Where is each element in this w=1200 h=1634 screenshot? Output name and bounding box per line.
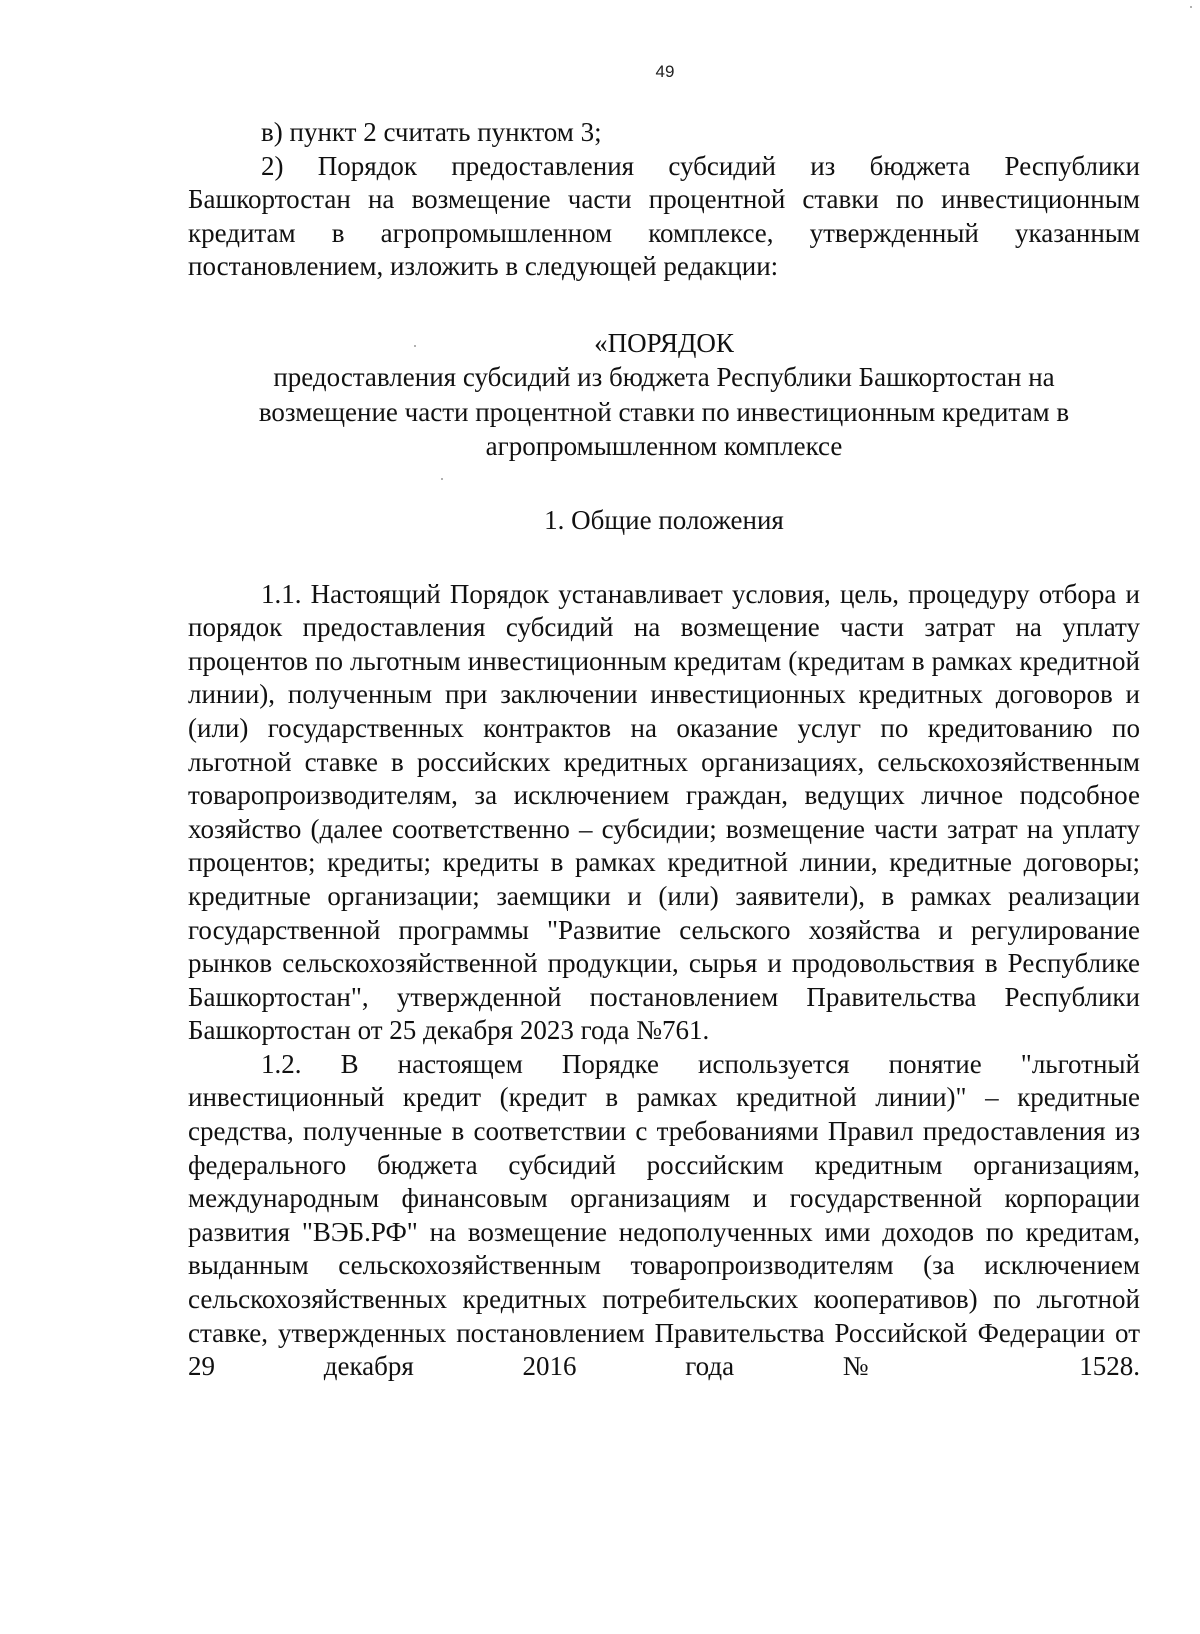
page-number: 49 [655, 62, 675, 81]
clause-1-2: 1.2. В настоящем Порядке используется понятие "льготный инвестиционный кредит (кредит в рамках кредитной линии)" – кредитные средства, полученные в соответствии с требованиями Правил предоставления из федерального бюджета субсидий российским кредитным организациям, международным финансовым организациям и государственной корпорации развития "ВЭБ.РФ" на возмещение недополученных ими доходов по кредитам, выданным сельскохозяйственным товаропроизводителям (за исключением сельскохозяйственных кредитных потребительских кооперативов) по льготной ставке, утвержденных постановлением Правительства Российской Федерации от 29 декабря 2016 года № 1528. [188, 1048, 1140, 1382]
order-title-line-4: агропромышленном комплексе [485, 431, 843, 462]
scan-speck [414, 345, 416, 347]
document-body [188, 116, 1140, 1384]
scan-speck [441, 478, 443, 480]
scan-speck [1190, 6, 1192, 8]
order-title [188, 326, 1140, 464]
section-heading: 1. Общие положения [544, 504, 784, 535]
order-title-line-3: возмещение части процентной ставки по инвестиционным кредитам в [258, 396, 1070, 427]
clause-1-1: 1.1. Настоящий Порядок устанавливает условия, цель, процедуру отбора и порядок предоставления субсидий на возмещение части затрат на уплату процентов по льготным инвестиционным кредитам (кредитам в рамках кредитной линии), полученным при заключении инвестиционных кредитных договоров и (или) государственных контрактов на оказание услуг по кредитованию по льготной ставке в российских кредитных организациях, сельскохозяйственным товаропроизводителям, за исключением граждан, ведущих личное подсобное хозяйство (далее соответственно – субсидии; возмещение части затрат на уплату процентов; кредиты; кредиты в рамках кредитной линии, кредитные договоры; кредитные организации; заемщики и (или) заявители), в рамках реализации государственной программы "Развитие сельского хозяйства и регулирование рынков сельскохозяйственной продукции, сырья и продовольствия в Республике Башкортостан", утвержденной постановлением Правительства Республики Башкортостан от 25 декабря 2023 года №761. [188, 578, 1140, 1046]
order-title-line-1: «ПОРЯДОК [594, 327, 734, 358]
paragraph-item-v: в) пункт 2 считать пунктом 3; [261, 117, 602, 147]
order-title-line-2: предоставления субсидий из бюджета Республики Башкортостан на [273, 362, 1055, 393]
paragraph-item-2: 2) Порядок предоставления субсидий из бюджета Республики Башкортостан на возмещение части процентной ставки по инвестиционным кредитам в агропромышленном комплексе, утвержденный указанным постановлением, изложить в следующей редакции: [188, 150, 1140, 282]
